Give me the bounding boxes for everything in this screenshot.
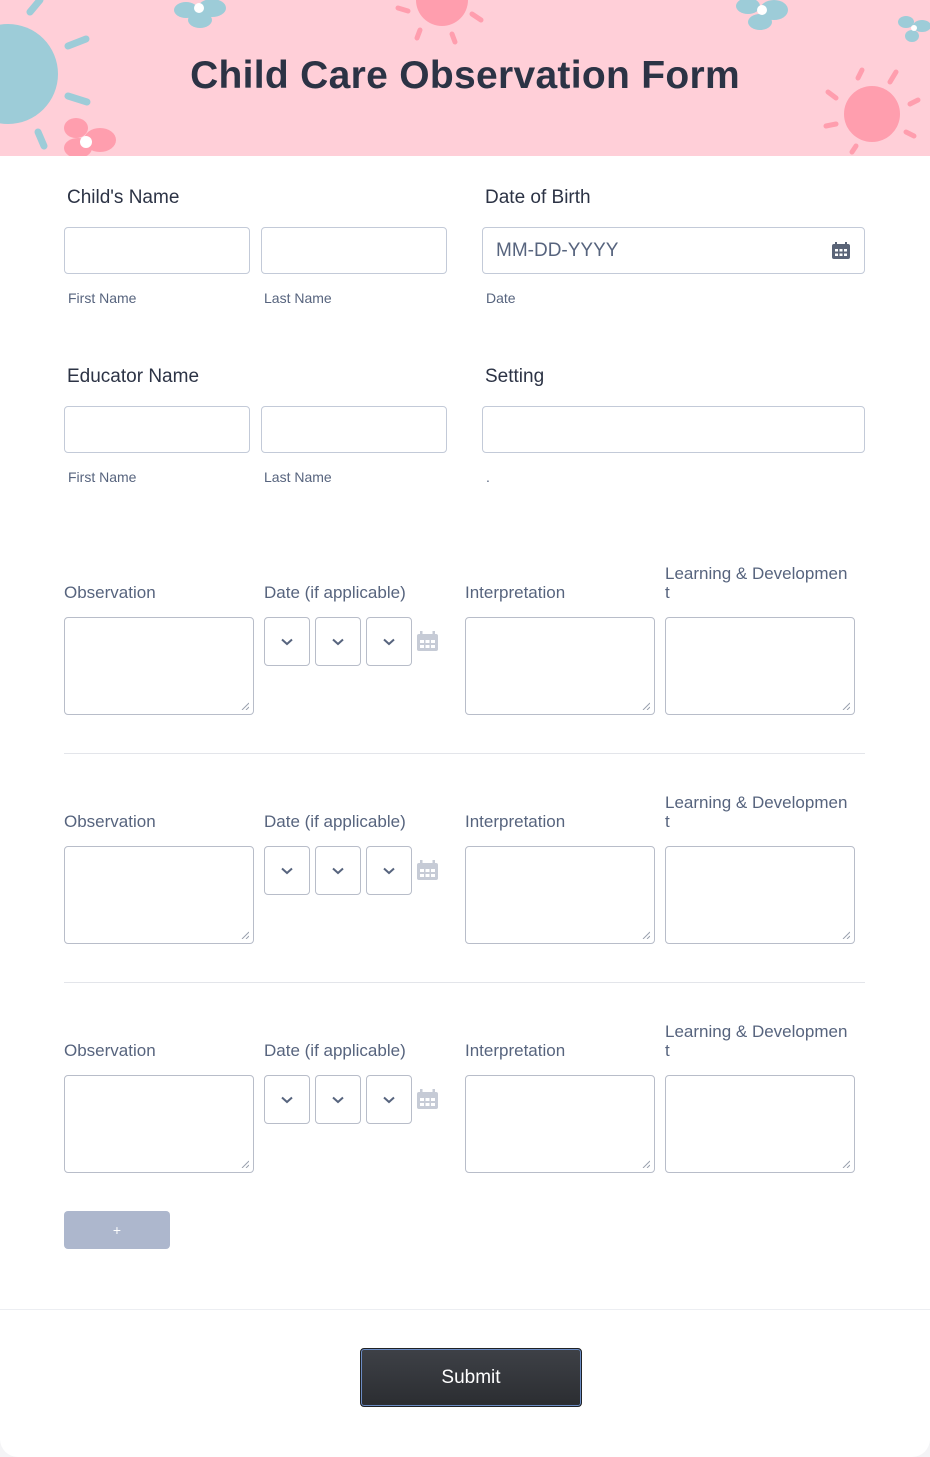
row-divider bbox=[64, 982, 865, 983]
date-column-label: Date (if applicable) bbox=[264, 812, 406, 831]
setting-input[interactable] bbox=[482, 406, 865, 453]
chevron-down-icon bbox=[383, 638, 395, 646]
child-name-label: Child's Name bbox=[67, 187, 180, 208]
date-day-select[interactable] bbox=[315, 1075, 361, 1124]
dob-sublabel: Date bbox=[486, 290, 516, 306]
learning-column-label-line1: Learning & Developmen bbox=[665, 793, 848, 812]
dob-label: Date of Birth bbox=[485, 187, 591, 208]
add-row-button[interactable]: + bbox=[64, 1211, 170, 1249]
resize-grip-icon[interactable] bbox=[642, 931, 650, 939]
chevron-down-icon bbox=[332, 867, 344, 875]
row-divider bbox=[64, 753, 865, 754]
date-month-select[interactable] bbox=[264, 846, 310, 895]
date-year-select[interactable] bbox=[366, 1075, 412, 1124]
date-month-select[interactable] bbox=[264, 1075, 310, 1124]
date-day-select[interactable] bbox=[315, 617, 361, 666]
observation-column-label: Observation bbox=[64, 1041, 156, 1060]
chevron-down-icon bbox=[332, 638, 344, 646]
learning-column-label-line1: Learning & Developmen bbox=[665, 1022, 848, 1041]
educator-first-name-input[interactable] bbox=[64, 406, 250, 453]
calendar-icon[interactable] bbox=[416, 860, 439, 881]
chevron-down-icon bbox=[281, 1096, 293, 1104]
resize-grip-icon[interactable] bbox=[842, 702, 850, 710]
child-last-name-sublabel: Last Name bbox=[264, 290, 332, 306]
resize-grip-icon[interactable] bbox=[241, 931, 249, 939]
learning-column-label-line2: t bbox=[665, 583, 670, 602]
calendar-icon[interactable] bbox=[831, 242, 851, 260]
educator-last-name-input[interactable] bbox=[261, 406, 447, 453]
learning-column-label-line2: t bbox=[665, 1041, 670, 1060]
resize-grip-icon[interactable] bbox=[241, 1160, 249, 1168]
observation-textarea[interactable] bbox=[64, 1075, 254, 1173]
interpretation-textarea[interactable] bbox=[465, 846, 655, 944]
chevron-down-icon bbox=[281, 867, 293, 875]
resize-grip-icon[interactable] bbox=[642, 1160, 650, 1168]
calendar-icon[interactable] bbox=[416, 631, 439, 652]
learning-column-label bbox=[665, 564, 847, 602]
chevron-down-icon bbox=[281, 638, 293, 646]
submit-button[interactable]: Submit bbox=[360, 1348, 582, 1407]
resize-grip-icon[interactable] bbox=[241, 702, 249, 710]
calendar-icon[interactable] bbox=[416, 1089, 439, 1110]
observation-column-label: Observation bbox=[64, 812, 156, 831]
dob-placeholder: MM-DD-YYYY bbox=[496, 240, 619, 261]
learning-textarea[interactable] bbox=[665, 846, 855, 944]
observation-column-label: Observation bbox=[64, 583, 156, 602]
resize-grip-icon[interactable] bbox=[842, 1160, 850, 1168]
observation-textarea[interactable] bbox=[64, 617, 254, 715]
learning-column-label-line1: Learning & Developmen bbox=[665, 564, 848, 583]
chevron-down-icon bbox=[332, 1096, 344, 1104]
date-day-select[interactable] bbox=[315, 846, 361, 895]
child-first-name-sublabel: First Name bbox=[68, 290, 137, 306]
child-first-name-input[interactable] bbox=[64, 227, 250, 274]
date-year-select[interactable] bbox=[366, 846, 412, 895]
chevron-down-icon bbox=[383, 867, 395, 875]
resize-grip-icon[interactable] bbox=[642, 702, 650, 710]
setting-label: Setting bbox=[485, 366, 545, 387]
dob-input[interactable] bbox=[482, 227, 865, 274]
form-title: Child Care Observation Form bbox=[190, 54, 740, 97]
interpretation-column-label: Interpretation bbox=[465, 1041, 566, 1060]
resize-grip-icon[interactable] bbox=[842, 931, 850, 939]
interpretation-column-label: Interpretation bbox=[465, 812, 566, 831]
learning-column-label-line2: t bbox=[665, 812, 670, 831]
educator-first-name-sublabel: First Name bbox=[68, 469, 137, 485]
date-month-select[interactable] bbox=[264, 617, 310, 666]
date-column-label: Date (if applicable) bbox=[264, 1041, 406, 1060]
form-header bbox=[0, 0, 930, 156]
learning-column-label bbox=[665, 1022, 847, 1060]
interpretation-column-label: Interpretation bbox=[465, 583, 566, 602]
date-column-label: Date (if applicable) bbox=[264, 583, 406, 602]
child-last-name-input[interactable] bbox=[261, 227, 447, 274]
footer-divider bbox=[0, 1309, 930, 1310]
educator-last-name-sublabel: Last Name bbox=[264, 469, 332, 485]
date-year-select[interactable] bbox=[366, 617, 412, 666]
learning-textarea[interactable] bbox=[665, 1075, 855, 1173]
educator-name-label: Educator Name bbox=[67, 366, 200, 387]
learning-textarea[interactable] bbox=[665, 617, 855, 715]
interpretation-textarea[interactable] bbox=[465, 1075, 655, 1173]
chevron-down-icon bbox=[383, 1096, 395, 1104]
setting-sublabel: . bbox=[486, 469, 490, 485]
observation-textarea[interactable] bbox=[64, 846, 254, 944]
interpretation-textarea[interactable] bbox=[465, 617, 655, 715]
learning-column-label bbox=[665, 793, 847, 831]
